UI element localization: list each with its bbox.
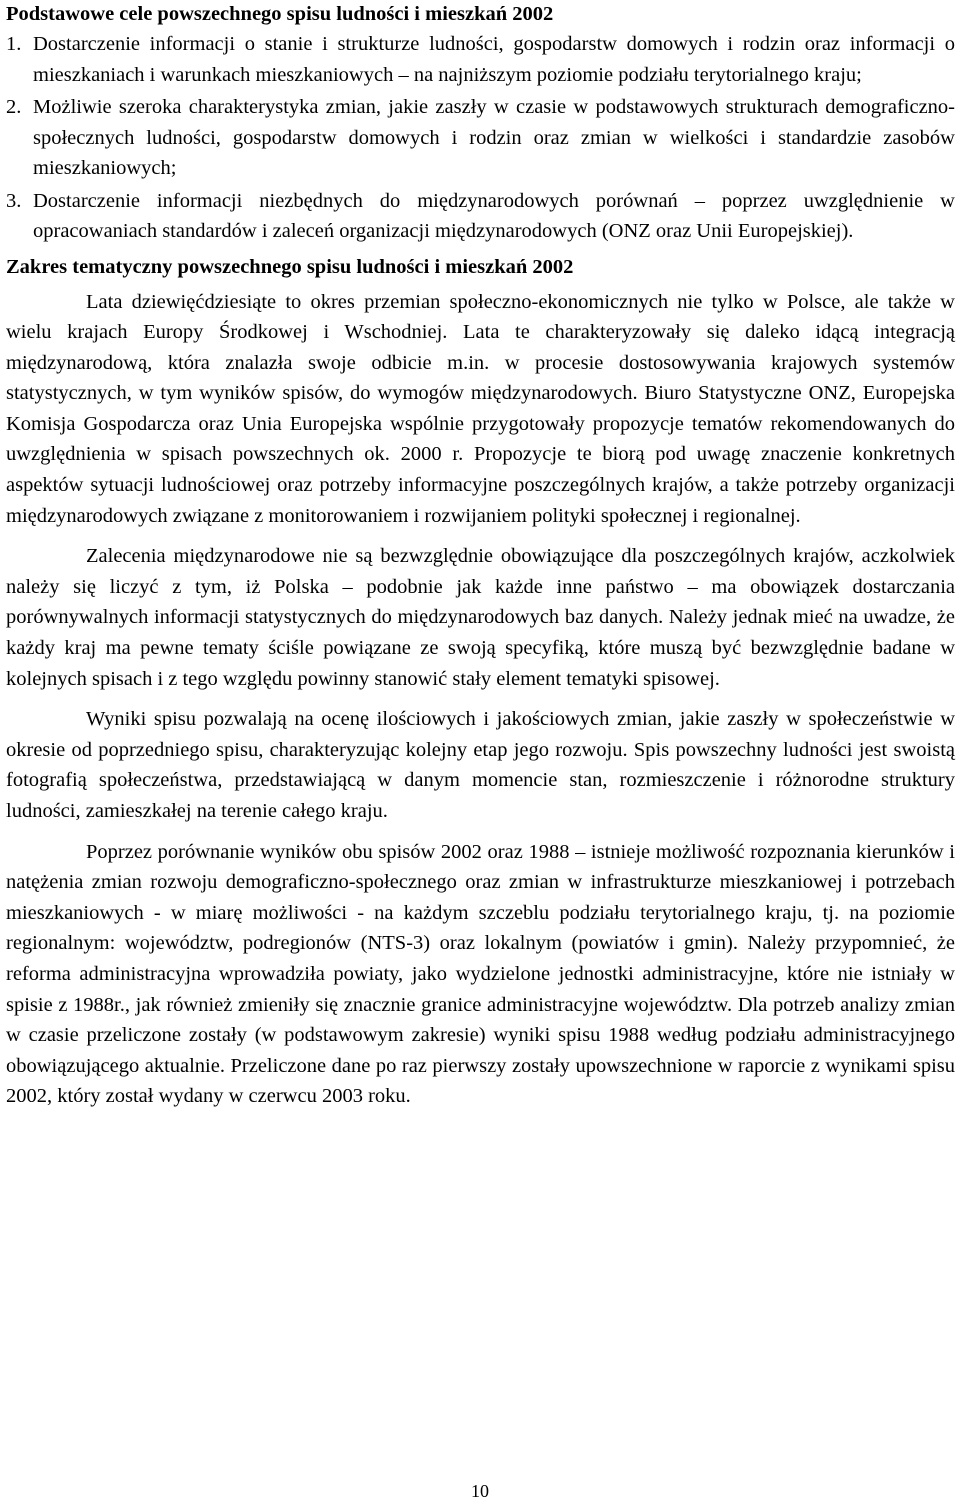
- list-item-text: Dostarczenie informacji niezbędnych do międzynarodowych porównań – poprzez uwzględnienie w opracowaniach standardów i zaleceń organizacji międzynarodowych (ONZ oraz Unii Europejskiej).: [33, 189, 955, 242]
- list-item-number: 1.: [6, 33, 22, 55]
- document-page: [6, 0, 955, 1122]
- list-item: [6, 29, 955, 90]
- list-item: [6, 92, 955, 184]
- section-heading-scope: Zakres tematyczny powszechnego spisu ludności i mieszkań 2002: [6, 255, 574, 278]
- section-heading-goals: Podstawowe cele powszechnego spisu ludności i mieszkań 2002: [6, 3, 554, 25]
- list-item-text: Możliwie szeroka charakterystyka zmian, jakie zaszły w czasie w podstawowych strukturach demograficzno-społecznych ludności, gospodarstw domowych i rodzin oraz zmian w wielkości i standardzie zasobów mieszkaniowych;: [33, 96, 955, 179]
- body-paragraph: Zalecenia międzynarodowe nie są bezwzględnie obowiązujące dla poszczególnych krajów, aczkolwiek należy się liczyć z tym, iż Polska – podobnie jak każde inne państwo – ma obowiązek dostarczania porównywalnych informacji statystycznych do międzynarodowych baz danych. Należy jednak mieć na uwadze, że każdy kraj ma pewne tematy ściśle powiązane ze swoją specyfiką, które muszą być bezwzględnie badane w kolejnych spisach i z tego względu powinny stanowić stały element tematyki spisowej.: [6, 545, 955, 690]
- list-item: [6, 186, 955, 247]
- body-paragraph: Poprzez porównanie wyników obu spisów 2002 oraz 1988 – istnieje możliwość rozpoznania kierunków i natężenia zmian rozwoju demograficzno-społecznego oraz zmian w infrastrukturze mieszkaniowej i potrzebach mieszkaniowych - w miarę możliwości - na każdym szczeblu podziału terytorialnego kraju, tj. na poziomie regionalnym: województw, podregionów (NTS-3) oraz lokalnym (powiatów i gmin). Należy przypomnieć, że reforma administracyjna wprowadziła powiaty, jako wydzielone jednostki administracyjne, które nie istniały w spisie z 1988r., jak również zmieniły się znacznie granice administracyjne województw. Dla potrzeb analizy zmian w czasie przeliczone zostały (w podstawowym zakresie) wyniki spisu 1988 według podziału administracyjnego obowiązującego aktualnie. Przeliczone dane po raz pierwszy zostały upowszechnione w raporcie z wynikami spisu 2002, który został wydany w czerwcu 2003 roku.: [6, 840, 955, 1108]
- list-item-number: 2.: [6, 96, 22, 118]
- body-paragraph: Lata dziewięćdziesiąte to okres przemian społeczno-ekonomicznych nie tylko w Polsce, ale także w wielu krajach Europy Środkowej i Wschodniej. Lata te charakteryzowały się daleko idącą integracją międzynarodową, która znalazła swoje odbicie m.in. w procesie dostosowywania krajowych systemów statystycznych, w tym wyników spisów, do wymogów międzynarodowych. Biuro Statystyczne ONZ, Europejska Komisja Gospodarcza oraz Unia Europejska wspólnie przygotowały propozycje tematów rekomendowanych do uwzględnienia w spisach powszechnych ok. 2000 r. Propozycje te biorą pod uwagę znaczenie konkretnych aspektów sytuacji ludnościowej oraz potrzeby informacyjne poszczególnych krajów, a także potrzeby organizacji międzynarodowych związane z monitorowaniem i rozwijaniem polityki społecznej i regionalnej.: [6, 290, 955, 527]
- goals-list: [6, 29, 955, 247]
- list-item-text: Dostarczenie informacji o stanie i strukturze ludności, gospodarstw domowych i rodzin oraz informacji o mieszkaniach i warunkach mieszkaniowych – na najniższym poziomie podziału terytorialnego kraju;: [33, 33, 955, 86]
- page-number: 10: [471, 1481, 489, 1501]
- list-item-number: 3.: [6, 189, 22, 212]
- body-paragraph: Wyniki spisu pozwalają na ocenę ilościowych i jakościowych zmian, jakie zaszły w społeczeństwie w okresie od poprzedniego spisu, charakteryzując kolejny etap jego rozwoju. Spis powszechny ludności jest swoistą fotografią społeczeństwa, przedstawiającą w danym momencie stan, rozmieszczenie i różnorodne struktury ludności, zamieszkałej na terenie całego kraju.: [6, 708, 955, 822]
